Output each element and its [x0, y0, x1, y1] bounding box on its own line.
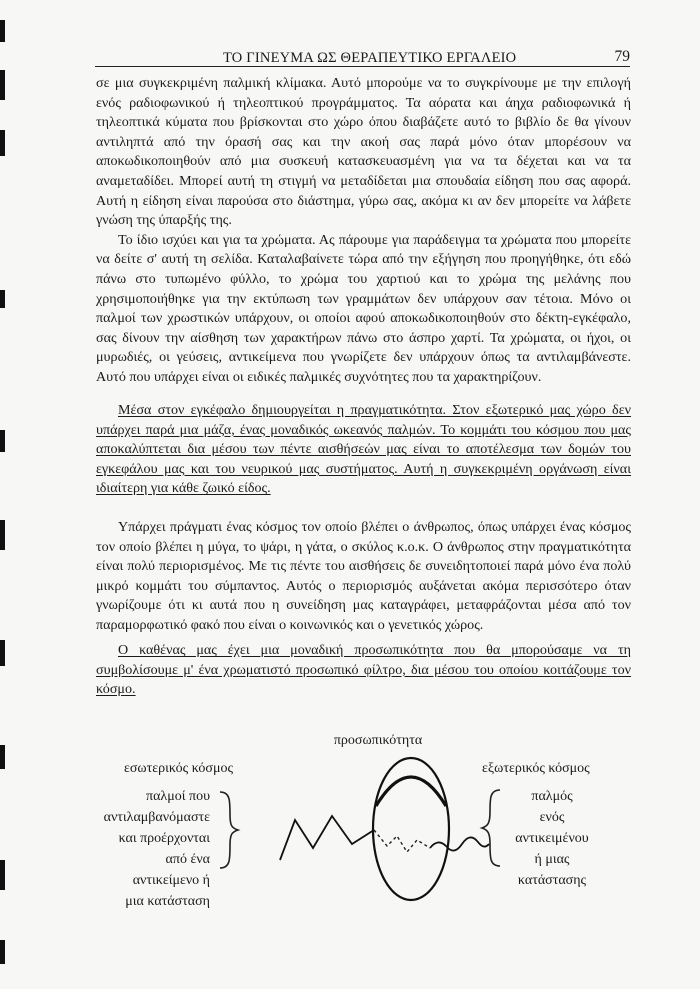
paragraph-4: Υπάρχει πράγματι ένας κόσμος τον οποίο βλέπει ο άνθρωπος, όπως υπάρχει ένας κόσμος τον οποίο βλέπει η μύγα, το ψάρι, η γάτα, ο σκύλος κ.ο.κ. Ο άνθρωπος στην πραγματικότητα είναι πολύ περιορισμένος. Με τις πέντε του αισθήσεις δε συνειδητοποιεί παρά μόνο ένα πολύ μικρό κομμάτι του σύμπαντος. Αυτός ο περιορισμός αυξάνεται ακόμα περισσότερο όταν γνωρίζουμε ότι κι αυτά που η συνείδηση μας καταγράφει, μεταφράζονται μέσα από τον παραμορφωτικό φακό που είναι ο κοινωνικός και ο γενετικός χώρος.	[96, 519, 631, 633]
right-line: αντικειμένου	[515, 831, 589, 846]
perception-diagram	[0, 720, 700, 920]
inner-world-label: εσωτερικός κόσμος	[124, 761, 234, 776]
personality-label: προσωπικότητα	[333, 733, 423, 748]
right-line: ή μιας	[534, 852, 570, 867]
left-line: αντικείμενο ή	[132, 873, 210, 888]
binding-shadow	[0, 290, 5, 308]
page-number: 79	[614, 48, 630, 65]
right-line: ενός	[539, 810, 565, 825]
left-line: από ένα	[165, 852, 210, 867]
binding-shadow	[0, 130, 5, 156]
personality-filter	[373, 758, 449, 900]
right-line: παλμός	[531, 789, 573, 804]
paragraph-5: Ο καθένας μας έχει μια μοναδική προσωπικότητα που θα μπορούσαμε να τη συμβολίσουμε μ' ένα χρωματιστό προσωπικό φίλτρο, δια μέσου του οποίου κοιτάζουμε τον κόσμο.	[96, 642, 631, 698]
binding-shadow	[0, 940, 5, 964]
right-brace	[482, 790, 500, 866]
binding-shadow	[0, 70, 5, 100]
binding-shadow	[0, 430, 5, 452]
zigzag-signal	[280, 816, 374, 860]
paragraph-1: σε μια συγκεκριμένη παλμική κλίμακα. Αυτό μπορούμε να το συγκρίνουμε με την επιλογή ενός ραδιοφωνικού ή τηλεοπτικού προγράμματος. Τα αόρατα και άηχα ραδιοφωνικά ή τηλεοπτικά κύματα που βρίσκονται στο χώρο όπου διαβάζετε αυτό το βιβλίο δε θα γίνουν αντιληπτά από την όρασή σας και την ακοή σας παρά μόνο όταν μπορέσουν να αποκωδικοποιηθούν από μια συσκευή κατασκευασμένη για να τα δέχεται και να τα αναμεταδίδει. Μπορεί αυτή τη στιγμή να μεταδίδεται μια σπουδαία είδηση που σας αφορά. Αυτή η είδηση είναι παρούσα στο διάστημα, γύρω σας, ακόμα κι αν δεν μπορείτε να λάβετε γνώση της ύπαρξής της.	[96, 75, 631, 229]
binding-shadow	[0, 20, 5, 42]
wavy-signal	[430, 837, 489, 850]
header-title: ΤΟ ΓΙΝΕΥΜΑ ΩΣ ΘΕΡΑΠΕΥΤΙΚΟ ΕΡΓΑΛΕΙΟ	[223, 50, 517, 66]
text-block-1	[96, 74, 631, 388]
paragraph-2: Το ίδιο ισχύει και για τα χρώματα. Ας πάρουμε για παράδειγμα τα χρώματα που μπορείτε να δείτε σ' αυτή τη σελίδα. Καταλαβαίνετε τώρα από την εξήγηση που προηγήθηκε, ότι εδώ πάνω στο τυπωμένο φύλλο, το χρώμα του χαρτιού και το χρώμα της μελάνης που χρησιμοποιήθηκε για την εκτύπωση των γραμμάτων δεν υπάρχουν σαν τέτοια. Μόνο οι παλμοί των χρωστικών υπάρχουν, οι οποίοι αφού αποκωδικοποιηθούν στο δέκτη-εγκέφαλο, σας δίνουν την αίσθηση των χαρακτήρων πάνω στο άσπρο χαρτί. Τα χρώματα, οι ήχοι, οι μυρωδιές, οι γεύσεις, αντικείμενα που γνωρίζετε δεν υπάρχουν όπως τα αντιλαμβάνεστε. Αυτό που υπάρχει είναι οι ειδικές παλμικές συχνότητες που τα χαρακτηρίζουν.	[96, 231, 631, 385]
binding-shadow	[0, 640, 5, 666]
text-block-4	[96, 641, 631, 700]
left-line: παλμοί που	[146, 789, 210, 804]
outer-world-label: εξωτερικός κόσμος	[482, 761, 590, 776]
left-line: μια κατάσταση	[125, 894, 210, 909]
diagram-drawing	[0, 720, 700, 920]
binding-shadow	[0, 520, 5, 550]
text-block-2	[96, 401, 631, 499]
left-line: αντιλαμβανόμαστε	[103, 810, 210, 825]
left-brace	[220, 792, 238, 868]
left-line: και προέρχονται	[118, 831, 210, 846]
dashed-signal	[374, 830, 430, 852]
running-header	[95, 44, 630, 67]
right-line: κατάστασης	[517, 873, 587, 888]
filter-top-arc	[376, 777, 446, 806]
text-block-3	[96, 518, 631, 636]
paragraph-3: Μέσα στον εγκέφαλο δημιουργείται η πραγματικότητα. Στον εξωτερικό μας χώρο δεν υπάρχει παρά μια μάζα, ένας μοναδικός ωκεανός παλμών. Το κομμάτι του κόσμου που μας αποκαλύπτεται δια μέσου των πέντε αισθήσεών μας είναι το αποτέλεσμα των δομών του εγκεφάλου μας και του νευρικού μας συστήματος. Αυτή η συγκεκριμένη οργάνωση είναι ιδιαίτερη για κάθε ζωικό είδος.	[96, 402, 631, 497]
